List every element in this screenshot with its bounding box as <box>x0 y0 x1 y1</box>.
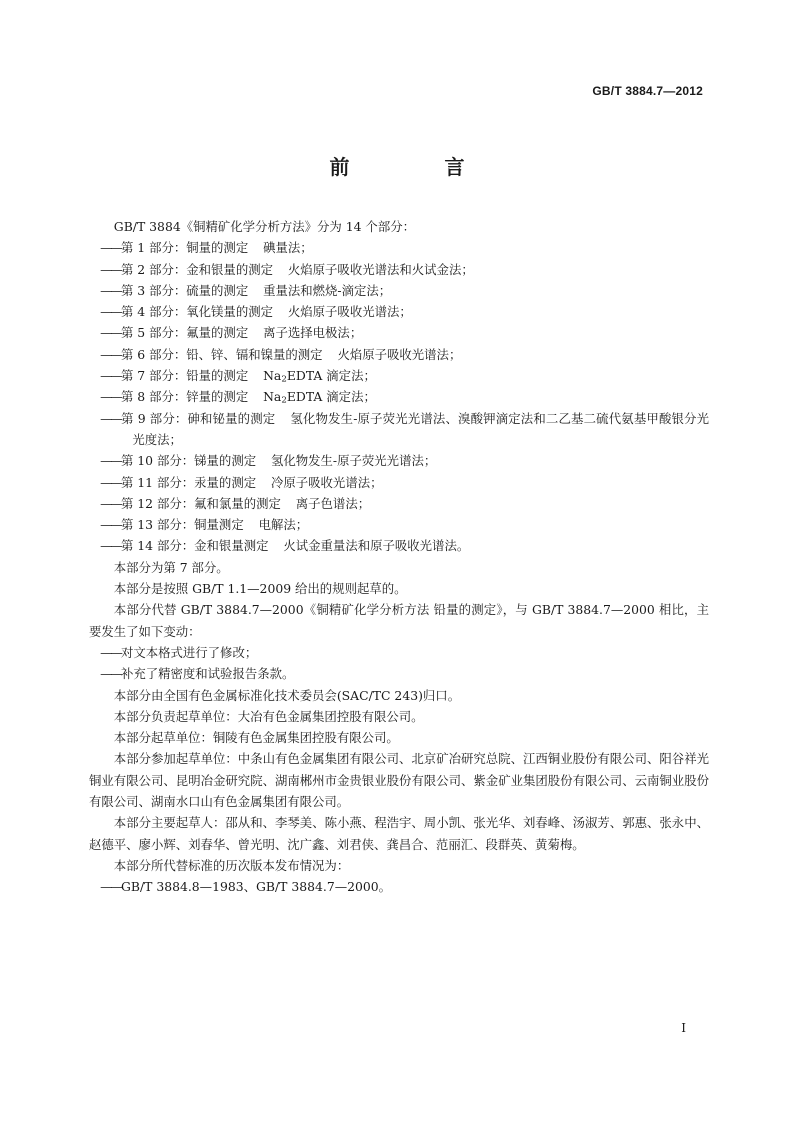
dash: —— <box>100 538 121 554</box>
drafting-rules-paragraph: 本部分是按照 GB/T 1.1—2009 给出的规则起草的。 <box>113 581 407 597</box>
dash: —— <box>100 879 121 895</box>
list-item: ——第 7 部分：铅量的测定 $Na_2EDTA$ 滴定法； <box>100 368 376 385</box>
list-item: ——第 4 部分：氧化镁量的测定 火焰原子吸收光谱法； <box>100 304 412 320</box>
dash: —— <box>100 453 121 469</box>
list-item: ——补充了精密度和试验报告条款。 <box>100 666 295 682</box>
dash: —— <box>100 282 121 298</box>
list-item: ——第 8 部分：锌量的测定 $Na_2EDTA$ 滴定法； <box>100 389 376 407</box>
intro-paragraph: GB/T 3884《铜精矿化学分析方法》分为 14 个部分： <box>113 219 415 234</box>
list-item: ——第 2 部分：金和银量的测定 火焰原子吸收光谱法和火试金法； <box>100 261 474 277</box>
standard-code: GB/T 3884.7—2012 <box>592 84 703 98</box>
list-item: ——第 9 部分：砷和铋量的测定 氢化物发生-原子荧光光谱法、溴酸钾滴定法和二乙基二硫代氨基甲酸银分光光度法； <box>100 410 710 447</box>
this-part-paragraph: 本部分为第 7 部分。 <box>113 559 229 575</box>
dash: —— <box>100 474 121 490</box>
dash: —— <box>100 325 121 341</box>
list-item: ——第 5 部分：氟量的测定 离子选择电极法； <box>100 325 363 341</box>
dash: —— <box>100 495 121 511</box>
list-item: ——第 12 部分：氟和氯量的测定 离子色谱法； <box>100 495 371 511</box>
drafters-paragraph: 本部分主要起草人：邵从和、李琴美、陈小燕、程浩宇、周小凯、张光华、刘春峰、汤淑芳、郭惠、张永中、赵德平、廖小辉、刘春华、曾光明、沈广鑫、刘君侠、龚昌合、范丽汇、段群英、黄菊梅。 <box>89 815 709 852</box>
parts-list <box>89 237 709 556</box>
responsible-unit-paragraph: 本部分负责起草单位：大冶有色金属集团控股有限公司。 <box>113 708 424 724</box>
dash: —— <box>100 240 121 256</box>
foreword-body <box>89 216 709 898</box>
list-item: ——对文本格式进行了修改； <box>100 644 258 660</box>
dash: —— <box>100 304 121 320</box>
history-item: ——GB/T 3884.8—1983、GB/T 3884.7—2000。 <box>100 879 392 895</box>
changes-list <box>89 642 709 685</box>
dash: —— <box>100 389 121 405</box>
history-intro-paragraph: 本部分所代替标准的历次版本发布情况为： <box>113 857 350 873</box>
list-item: ——第 13 部分：铜量测定 电解法； <box>100 517 309 533</box>
dash: —— <box>100 517 121 533</box>
list-item: ——第 3 部分：硫量的测定 重量法和燃烧-滴定法； <box>100 282 392 298</box>
committee-paragraph: 本部分由全国有色金属标准化技术委员会(SAC/TC 243)归口。 <box>113 687 461 703</box>
list-item: ——第 14 部分：金和银量测定 火试金重量法和原子吸收光谱法。 <box>100 538 470 554</box>
page-title: 前 言 <box>329 155 509 179</box>
dash: —— <box>100 346 121 362</box>
page-number: I <box>681 1021 686 1035</box>
replaces-paragraph: 本部分代替 GB/T 3884.7—2000《铜精矿化学分析方法 铅量的测定》，与 GB/T 3884.7—2000 相比，主要发生了如下变动： <box>89 602 709 639</box>
dash: —— <box>100 261 121 277</box>
list-item: ——第 11 部分：汞量的测定 冷原子吸收光谱法； <box>100 474 383 490</box>
list-item: ——第 1 部分：铜量的测定 碘量法； <box>100 240 313 256</box>
list-item: ——第 10 部分：锑量的测定 氢化物发生-原子荧光光谱法； <box>100 453 437 469</box>
dash: —— <box>100 666 121 682</box>
drafting-unit-paragraph: 本部分起草单位：铜陵有色金属集团控股有限公司。 <box>113 730 399 746</box>
dash: —— <box>100 368 121 384</box>
dash: —— <box>100 644 121 660</box>
list-item: ——第 6 部分：铅、锌、镉和镍量的测定 火焰原子吸收光谱法； <box>100 346 462 362</box>
participating-units-paragraph: 本部分参加起草单位：中条山有色金属集团有限公司、北京矿冶研究总院、江西铜业股份有限公司、阳谷祥光铜业有限公司、昆明冶金研究院、湖南郴州市金贵银业股份有限公司、紫金矿业集团股份有限公司、云南铜业股份有限公司、湖南水口山有色金属集团有限公司。 <box>89 751 709 810</box>
dash: —— <box>100 410 121 426</box>
